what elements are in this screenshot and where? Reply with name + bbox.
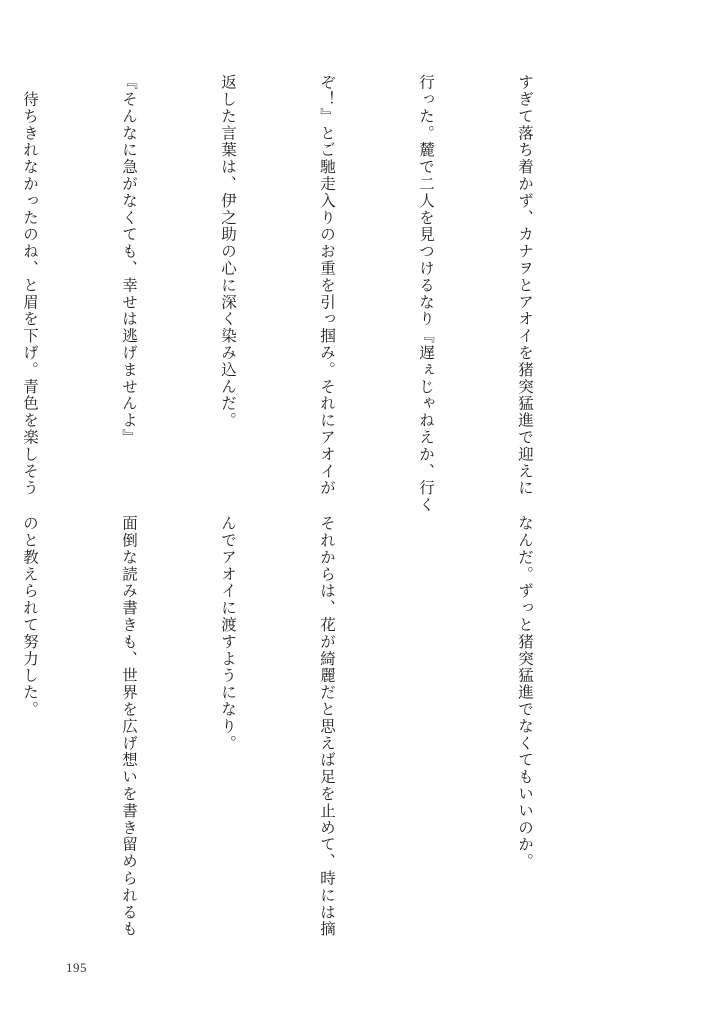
text-line: 返した言葉は、伊之助の心に深く染み込んだ。 (219, 74, 237, 429)
blank-line (409, 515, 442, 945)
page-number: 195 (66, 960, 87, 975)
text-line: 『そんなに急がなくても、幸せは逃げませんよ』 (120, 74, 138, 446)
text-line: 行った。麓で二人を見つけるなり『遅ぇじゃねえか、行く (417, 74, 435, 514)
text-line: 面倒な読み書きも、世界を広げ想いを書き留められるも (120, 515, 138, 938)
text-line: 待ちきれなかったのね、と眉を下げ。青色を楽しそう (21, 74, 39, 497)
text-block-upper (21, 74, 607, 514)
text-line: んでアオイに渡すようになり。 (219, 515, 237, 752)
text-line: すぎて落ち着かず、カナヲとアオイを猪突猛進で迎えに (516, 74, 534, 497)
text-line: それからは、花が綺麗だと思えば足を止めて、時には摘 (318, 515, 336, 938)
text-line: のと教えられて努力した。 (21, 515, 39, 718)
text-line: ぞ！』とご馳走入りのお重を引っ掴み。それにアオイが (318, 74, 336, 497)
text-block-lower (21, 515, 607, 945)
text-line: なんだ。ずっと猪突猛進でなくてもいいのか。 (516, 515, 534, 870)
